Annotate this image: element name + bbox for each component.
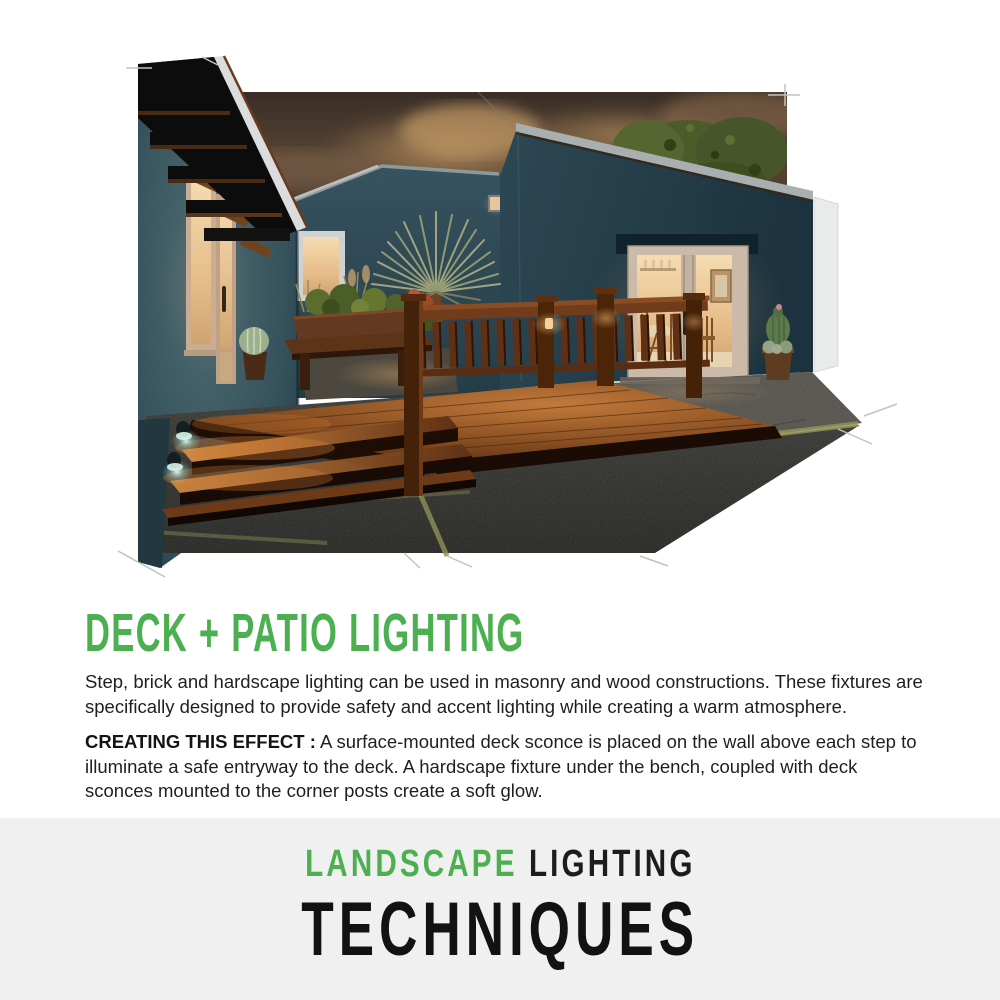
effect-paragraph [85, 730, 923, 804]
effect-label: CREATING THIS EFFECT : [85, 731, 316, 752]
effect-text: A surface-mounted deck sconce is placed on the wall above each step to illuminate a safe entryway to the deck. A hardscape fixture under the bench, coupled with deck sconces mounted to the corner posts create a soft glow. [85, 731, 917, 801]
left-glass-door [216, 194, 236, 384]
footer-band [0, 818, 1000, 1000]
intro-paragraph: Step, brick and hardscape lighting can be used in masonry and wood constructions. These fixtures are specifically designed to provide safety and accent lighting while creating a warm atmosphere. [85, 671, 923, 717]
brand-lighting: LIGHTING [528, 843, 696, 885]
brand-line [0, 842, 1000, 888]
series-title [0, 888, 1000, 972]
section-title-text: DECK + PATIO LIGHTING [85, 603, 525, 663]
white-side-panel [814, 197, 838, 372]
brand-landscape: LANDSCAPE [304, 843, 518, 885]
copy-section [85, 603, 923, 815]
series-title-text: TECHNIQUES [301, 886, 699, 972]
section-title [85, 603, 923, 663]
